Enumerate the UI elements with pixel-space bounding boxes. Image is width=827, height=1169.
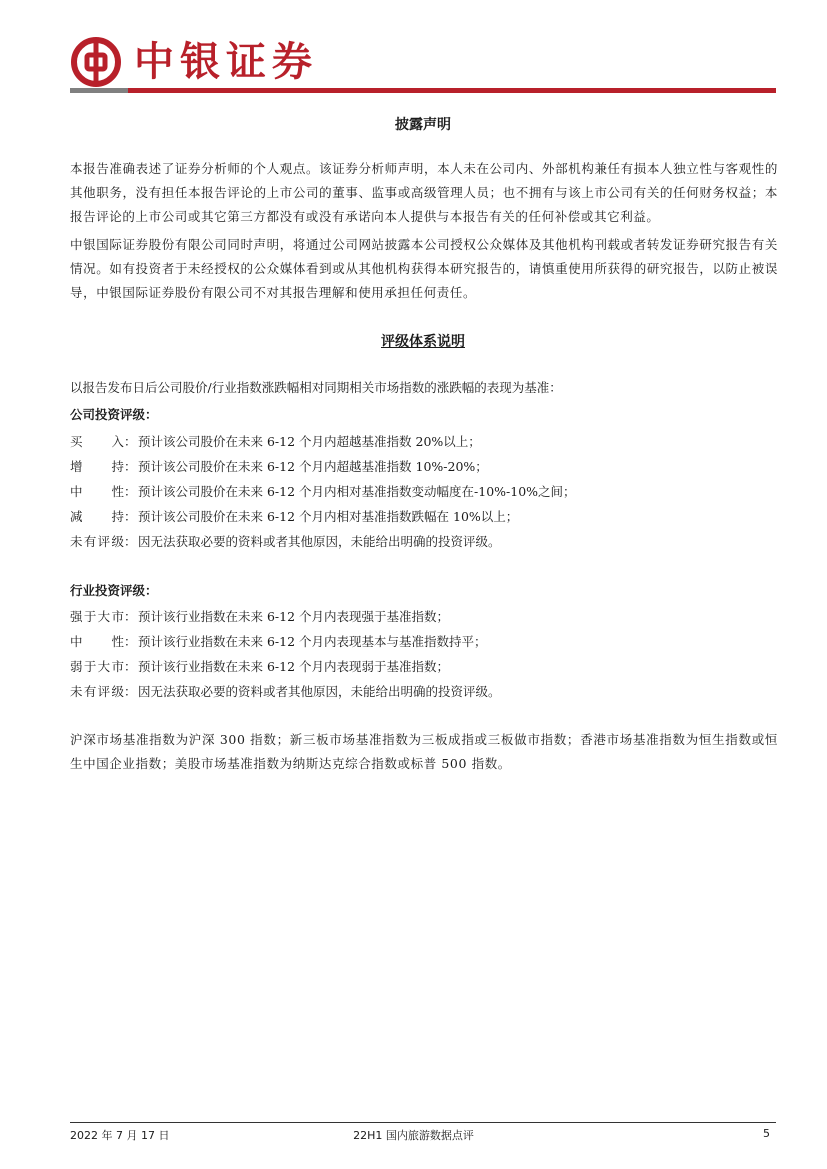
industry-rating-row (70, 607, 449, 625)
rating-label: 中性 (70, 634, 124, 649)
rating-colon: ： (124, 634, 137, 649)
benchmark-paragraph: 沪深市场基准指数为沪深 300 指数；新三板市场基准指数为三板成指或三板做市指数；香港市场基准指数为恒生指数或恒生中国企业指数；美股市场基准指数为纳斯达克综合指数或标普 500 指数。 (70, 732, 778, 771)
rating-text: 因无法获取必要的资料或者其他原因，未能给出明确的投资评级。 (138, 684, 501, 699)
rating-colon: ： (124, 484, 137, 499)
company-rating-row (70, 507, 518, 525)
rating-colon: ： (124, 534, 137, 549)
header-rule-gray (70, 88, 128, 93)
rating-text: 预计该行业指数在未来 6-12 个月内表现强于基准指数； (138, 609, 450, 624)
industry-rating-row (70, 632, 487, 650)
rating-colon: ： (124, 434, 137, 449)
rating-label: 未有评级 (70, 684, 124, 699)
rating-label: 减持 (70, 509, 124, 524)
industry-rating-row (70, 657, 449, 675)
rating-colon: ： (124, 684, 137, 699)
rating-label: 中性 (70, 484, 124, 499)
industry-rating-title: 行业投资评级： (70, 583, 158, 598)
rating-text: 预计该公司股价在未来 6-12 个月内超越基准指数 10%-20%； (138, 459, 488, 474)
rating-label: 未有评级 (70, 534, 124, 549)
rating-label: 弱于大市 (70, 659, 124, 674)
rating-colon: ： (124, 659, 137, 674)
rating-text: 预计该行业指数在未来 6-12 个月内表现基本与基准指数持平； (138, 634, 487, 649)
bank-of-china-logo-icon (70, 36, 122, 88)
rating-text: 预计该公司股价在未来 6-12 个月内相对基准指数跌幅在 10%以上； (138, 509, 519, 524)
footer-page-number: 5 (763, 1127, 770, 1140)
company-rating-row (70, 432, 481, 450)
footer-date: 2022 年 7 月 17 日 (70, 1129, 170, 1142)
rating-text: 预计该行业指数在未来 6-12 个月内表现弱于基准指数； (138, 659, 450, 674)
rating-colon: ： (124, 609, 137, 624)
company-rating-row (70, 532, 501, 550)
company-rating-title: 公司投资评级： (70, 407, 158, 422)
rating-label: 增持 (70, 459, 124, 474)
footer-report-title: 22H1 国内旅游数据点评 (353, 1129, 474, 1142)
rating-system-title-text: 评级体系说明 (381, 334, 465, 350)
footer-rule (70, 1122, 776, 1123)
header-rule-red (128, 88, 776, 93)
rating-intro: 以报告发布日后公司股价/行业指数涨跌幅相对同期相关市场指数的涨跌幅的表现为基准： (70, 380, 562, 395)
disclosure-paragraph-2: 中银国际证券股份有限公司同时声明，将通过公司网站披露本公司授权公众媒体及其他机构刊载或者转发证券研究报告有关情况。如有投资者于未经授权的公众媒体看到或从其他机构获得本研究报告的，请慎重使用所获得的研究报告，以防止被误导，中银国际证券股份有限公司不对其报告理解和使用承担任何责任。 (70, 237, 778, 300)
company-rating-row (70, 457, 488, 475)
rating-colon: ： (124, 509, 137, 524)
brand-name: 中银证券 (134, 39, 318, 85)
rating-label: 强于大市 (70, 609, 124, 624)
page-header (70, 36, 776, 96)
rating-label: 买入 (70, 434, 124, 449)
industry-rating-row (70, 682, 501, 700)
rating-text: 预计该公司股价在未来 6-12 个月内超越基准指数 20%以上； (138, 434, 481, 449)
rating-text: 预计该公司股价在未来 6-12 个月内相对基准指数变动幅度在-10%-10%之间； (138, 484, 576, 499)
rating-system-title (70, 331, 776, 351)
disclosure-title: 披露声明 (395, 117, 451, 133)
disclosure-paragraph-1: 本报告准确表述了证券分析师的个人观点。该证券分析师声明，本人未在公司内、外部机构兼任有损本人独立性与客观性的其他职务，没有担任本报告评论的上市公司的董事、监事或高级管理人员；也不拥有与该上市公司有关的任何财务权益；本报告评论的上市公司或其它第三方都没有或没有承诺向本人提供与本报告有关的任何补偿或其它利益。 (70, 161, 778, 224)
rating-colon: ： (124, 459, 137, 474)
rating-text: 因无法获取必要的资料或者其他原因，未能给出明确的投资评级。 (138, 534, 501, 549)
company-rating-row (70, 482, 576, 500)
